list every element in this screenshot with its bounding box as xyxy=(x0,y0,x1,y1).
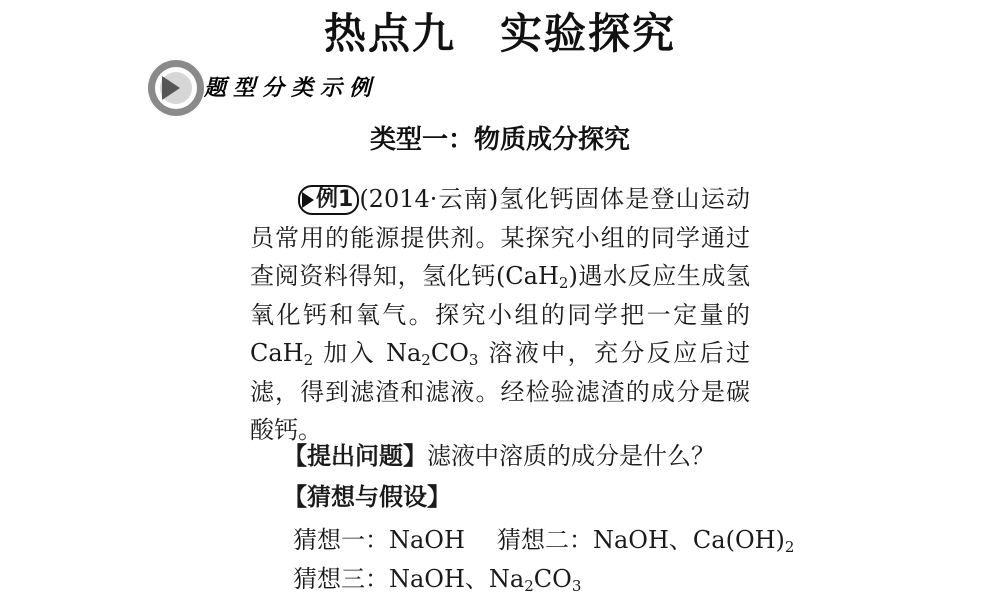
page-title: 热点九 实验探究 xyxy=(323,9,676,58)
example-paragraph xyxy=(250,180,750,450)
example-text-4: CO xyxy=(430,339,469,367)
banner-ring xyxy=(148,60,204,116)
hypothesis-label: 【猜想与假设】 xyxy=(283,483,451,511)
guess-2-prefix: 猜想二： xyxy=(497,526,593,554)
banner-label: 题型分类示例 xyxy=(204,76,379,101)
question-label: 【提出问题】 xyxy=(283,442,427,470)
subscript: 2 xyxy=(784,538,795,556)
guess-1-prefix: 猜想一： xyxy=(293,526,389,554)
play-circle-icon xyxy=(162,76,180,100)
example-text-5: 溶液中，充分反应后过滤，得到滤渣和滤液。经检验滤渣的成分是碳酸钙。 xyxy=(250,339,750,444)
example-source: (2014·云南) xyxy=(359,185,499,213)
guess-3-prefix: 猜想三： xyxy=(293,565,389,593)
guess-2 xyxy=(497,521,794,559)
type-title: 类型一：物质成分探究 xyxy=(369,125,630,155)
hypothesis-heading xyxy=(283,478,451,516)
guess-1-formula: NaOH xyxy=(389,526,465,554)
subscript: 3 xyxy=(571,577,582,595)
guess-3-formula-a: NaOH、Na xyxy=(389,565,525,593)
guess-3 xyxy=(293,560,581,598)
guess-1 xyxy=(293,521,465,559)
question-line xyxy=(283,437,715,475)
subscript: 3 xyxy=(468,351,479,369)
example-text-1: 氢化钙固体是登山运动员常用的能源提供剂。某探究小组的同学通过查阅资料得知，氢化钙(CaH xyxy=(250,185,750,290)
question-text: 滤液中溶质的成分是什么？ xyxy=(427,442,715,470)
example-badge xyxy=(298,185,359,215)
guess-2-formula: NaOH、Ca(OH) xyxy=(593,526,785,554)
guess-3-formula-b: CO xyxy=(533,565,572,593)
subscript: 2 xyxy=(303,351,314,369)
subscript: 2 xyxy=(421,351,431,369)
subscript: 2 xyxy=(558,274,569,292)
subscript: 2 xyxy=(524,577,534,595)
play-icon xyxy=(302,192,314,208)
example-text-3: 加入 Na xyxy=(313,339,422,367)
example-badge-label: 例1 xyxy=(316,187,354,212)
section-banner xyxy=(148,60,398,116)
example-text-2: )遇水反应生成氢氧化钙和氧气。探究小组的同学把一定量的 CaH xyxy=(250,262,750,367)
